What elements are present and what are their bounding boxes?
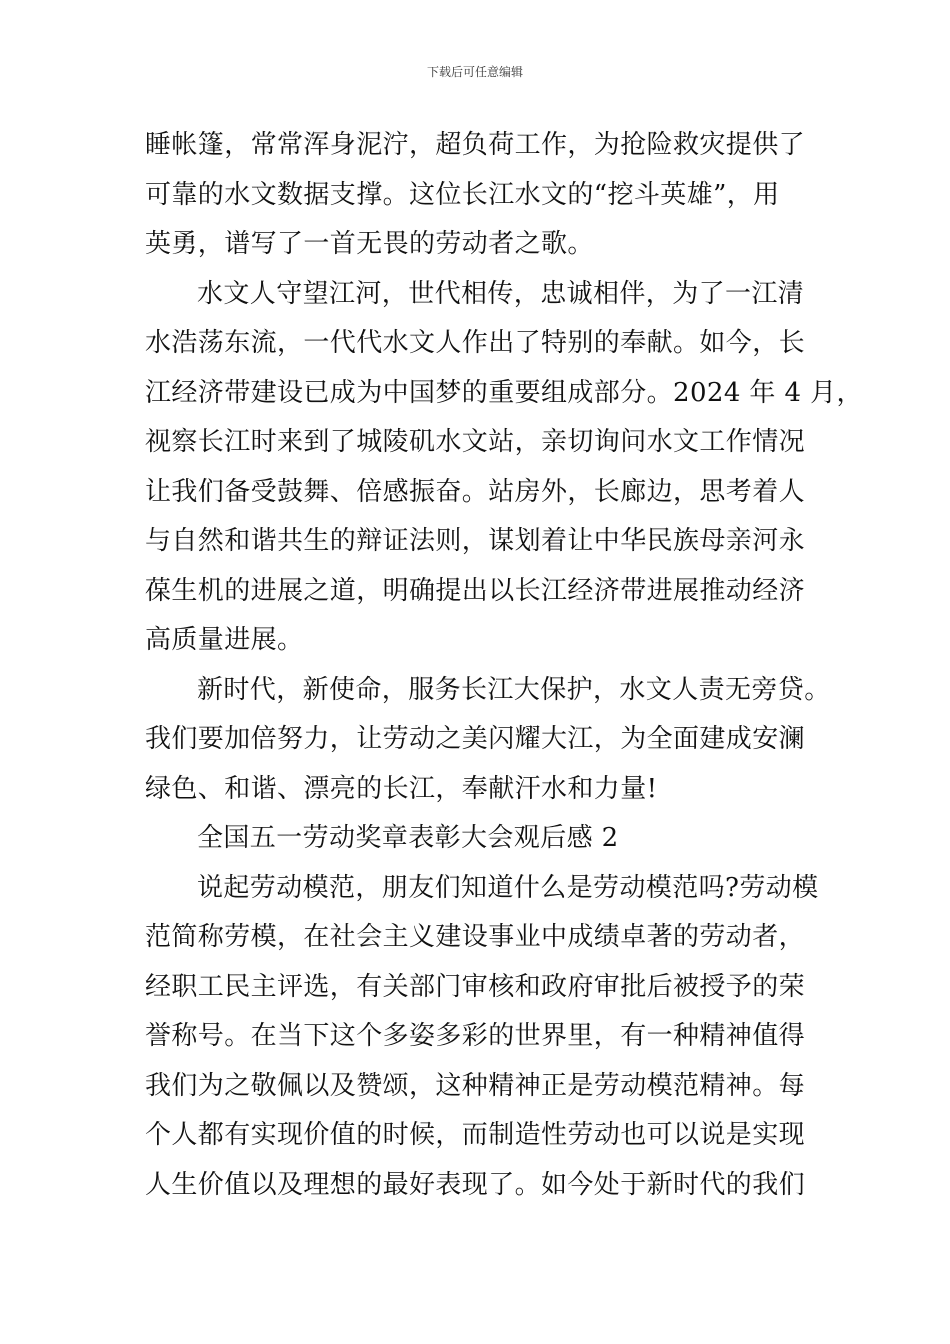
text-line: 与自然和谐共生的辩证法则，谋划着让中华民族母亲河永 [145, 526, 806, 556]
text-line: 让我们备受鼓舞、倍感振奋。站房外，长廊边，思考着人 [145, 476, 806, 507]
section-heading: 全国五一劳动奖章表彰大会观后感 2 [197, 823, 619, 853]
text-line: 英勇，谱写了一首无畏的劳动者之歌。 [145, 229, 594, 259]
text-line: 个人都有实现价值的时候，而制造性劳动也可以说是实现 [145, 1120, 806, 1150]
page-header: 下载后可任意编辑 [426, 65, 523, 79]
text-line: 视察长江时来到了城陵矶水文站，亲切询问水文工作情况 [145, 427, 806, 457]
text-line: 可靠的水文数据支撑。这位长江水文的“挖斗英雄”，用 [145, 179, 780, 210]
text-line: 水浩荡东流，一代代水文人作出了特别的奉献。如今，长 [145, 328, 806, 358]
paragraph-start-line: 水文人守望江河，世代相传，忠诚相伴，为了一江清 [197, 278, 805, 309]
text-line: 睡帐篷，常常浑身泥泞，超负荷工作，为抢险救灾提供了 [145, 130, 806, 160]
text-line: 经职工民主评选，有关部门审核和政府审批后被授予的荣 [145, 971, 806, 1002]
paragraph-start-line: 说起劳动模范，朋友们知道什么是劳动模范吗?劳动模 [197, 872, 819, 903]
paragraph-start-line: 新时代，新使命，服务长江大保护，水文人责无旁贷。 [197, 674, 831, 705]
text-line: 我们要加倍努力，让劳动之美闪耀大江，为全面建成安澜 [145, 724, 806, 754]
text-line: 绿色、和谐、漂亮的长江，奉献汗水和力量! [145, 773, 658, 804]
text-line: 江经济带建设已成为中国梦的重要组成部分。2024 年 4 月， [145, 377, 863, 408]
text-line: 高质量进展。 [145, 625, 304, 655]
text-line: 人生价值以及理想的最好表现了。如今处于新时代的我们 [145, 1169, 806, 1200]
text-line: 范简称劳模，在社会主义建设事业中成绩卓著的劳动者， [145, 922, 806, 952]
text-line: 我们为之敬佩以及赞颂，这种精神正是劳动模范精神。每 [145, 1070, 806, 1101]
document-body [145, 121, 863, 1210]
text-line: 葆生机的进展之道，明确提出以长江经济带进展推动经济 [145, 575, 806, 606]
text-line: 誉称号。在当下这个多姿多彩的世界里，有一种精神值得 [145, 1021, 806, 1051]
